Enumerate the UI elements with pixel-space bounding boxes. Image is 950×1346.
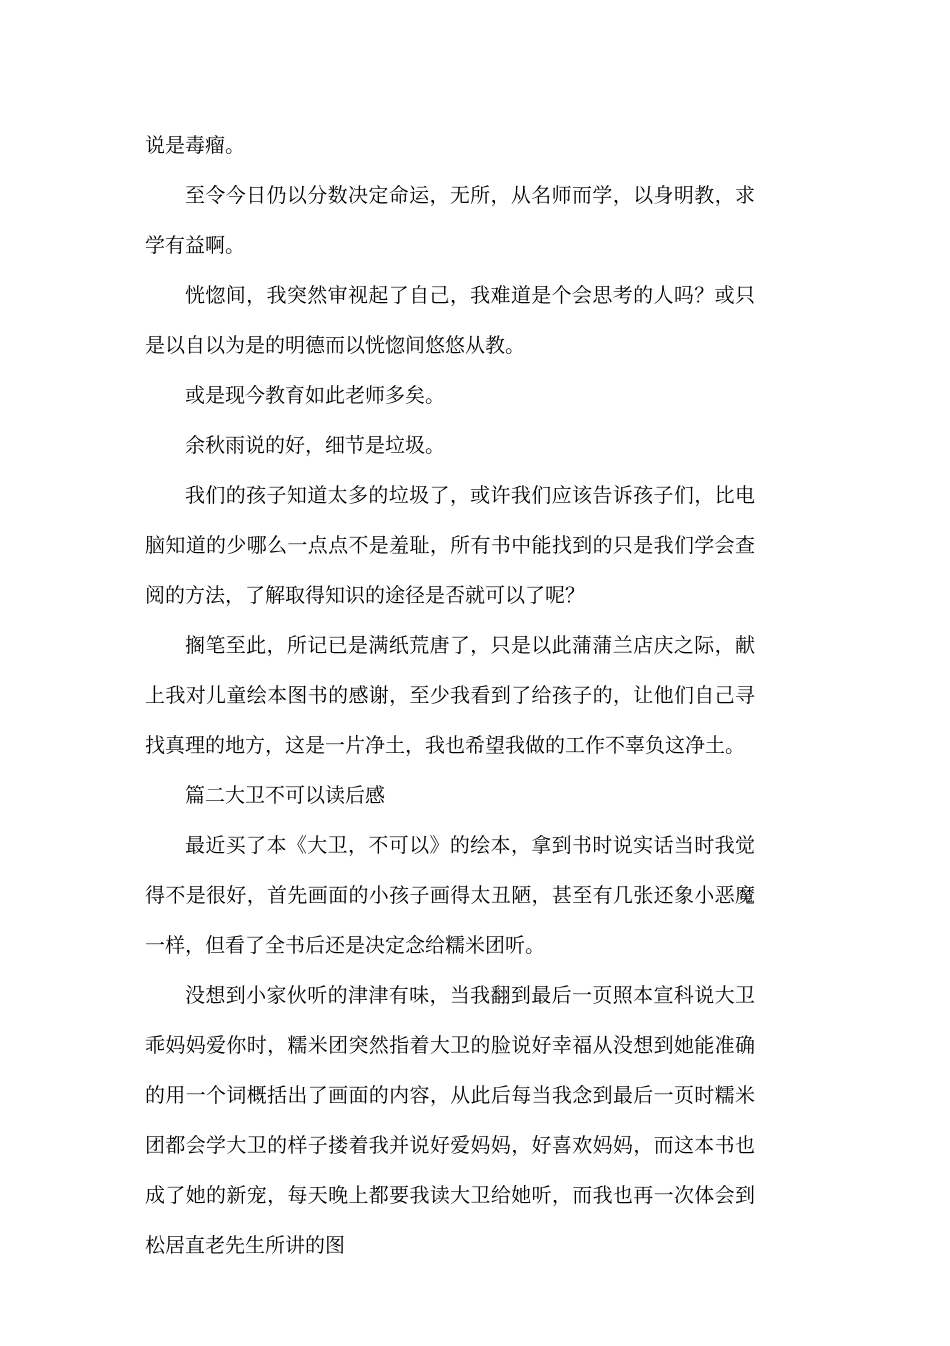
document-body	[145, 120, 755, 1270]
paragraph: 我们的孩子知道太多的垃圾了，或许我们应该告诉孩子们，比电脑知道的少哪么一点点不是羞耻，所有书中能找到的只是我们学会查阅的方法，了解取得知识的途径是否就可以了呢？	[145, 483, 755, 607]
paragraph: 恍惚间，我突然审视起了自己，我难道是个会思考的人吗？或只是以自以为是的明德而以恍惚间悠悠从教。	[145, 283, 755, 357]
paragraph: 至令今日仍以分数决定命运，无所，从名师而学，以身明教，求学有益啊。	[145, 183, 755, 257]
paragraph: 余秋雨说的好，细节是垃圾。	[185, 433, 445, 457]
paragraph: 没想到小家伙听的津津有味，当我翻到最后一页照本宣科说大卫乖妈妈爱你时，糯米团突然指着大卫的脸说好幸福从没想到她能准确的用一个词概括出了画面的内容，从此后每当我念到最后一页时糯米团都会学大卫的样子搂着我并说好爱妈妈，好喜欢妈妈，而这本书也成了她的新宠，每天晚上都要我读大卫给她听，而我也再一次体会到松居直老先生所讲的图	[145, 983, 755, 1257]
paragraph: 说是毒瘤。	[145, 133, 245, 157]
paragraph: 搁笔至此，所记已是满纸荒唐了，只是以此蒲蒲兰店庆之际，献上我对儿童绘本图书的感谢，至少我看到了给孩子的，让他们自己寻找真理的地方，这是一片净土，我也希望我做的工作不辜负这净土。	[145, 633, 755, 757]
paragraph: 或是现今教育如此老师多矣。	[185, 383, 445, 407]
paragraph: 最近买了本《大卫，不可以》的绘本，拿到书时说实话当时我觉得不是很好，首先画面的小孩子画得太丑陋，甚至有几张还象小恶魔一样，但看了全书后还是决定念给糯米团听。	[145, 833, 755, 957]
section-heading: 篇二大卫不可以读后感	[185, 783, 385, 807]
